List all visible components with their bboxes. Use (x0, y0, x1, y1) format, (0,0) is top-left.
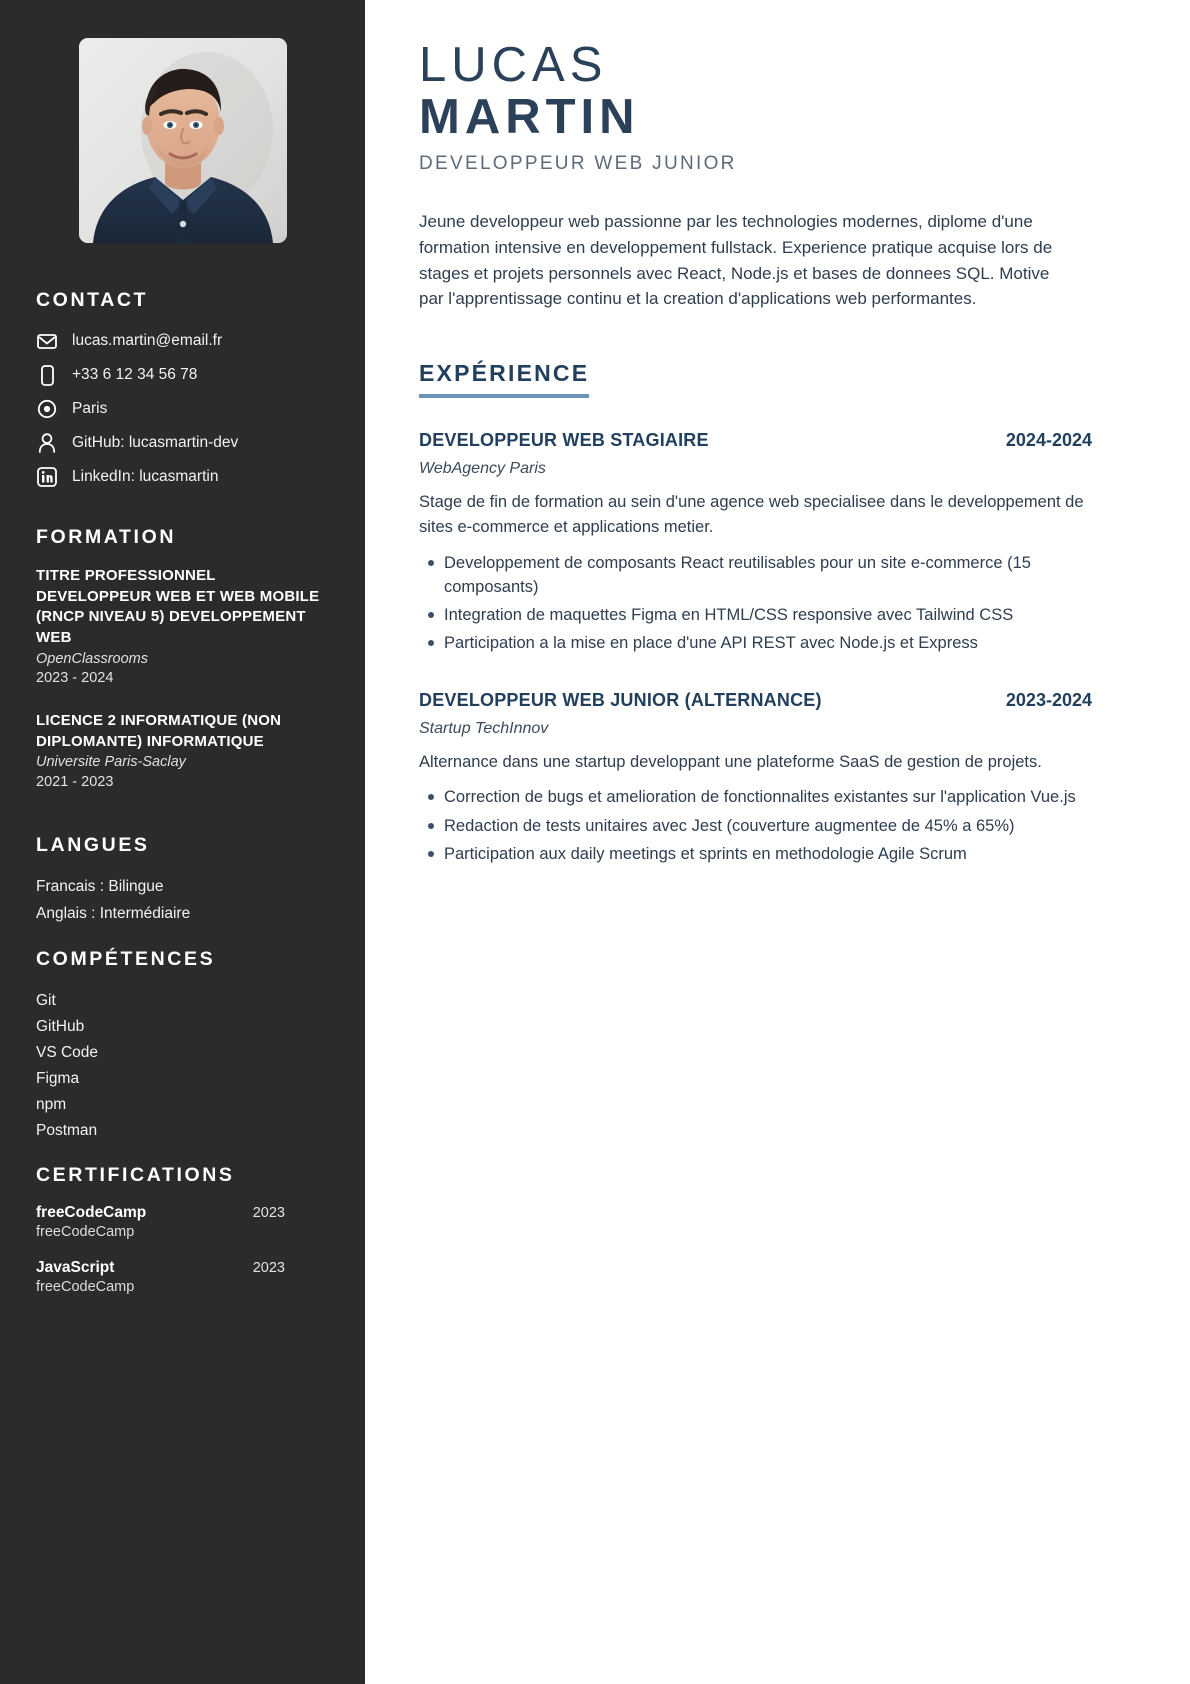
experience-bullet: Integration de maquettes Figma en HTML/CSS responsive avec Tailwind CSS (419, 603, 1092, 627)
langues-list (36, 874, 329, 927)
last-name: MARTIN (419, 89, 640, 144)
experience-role: DEVELOPPEUR WEB JUNIOR (ALTERNANCE) (419, 689, 822, 710)
formation-heading: FORMATION (36, 526, 177, 548)
competences-list (36, 988, 329, 1144)
competence-item: npm (36, 1095, 67, 1113)
portrait-photo-icon (79, 38, 287, 243)
education-school: OpenClassrooms (36, 650, 149, 667)
contact-item-phone[interactable] (36, 363, 329, 387)
profile-summary: Jeune developpeur web passionne par les technologies modernes, diplome d'une formation intensive en developpement fullstack. Experience pratique acquise lors de stages et projets personnels avec React, Node.js et bases de donnees SQL. Motive par l'apprentissage continu et la creation d'applications web performantes. (419, 211, 1053, 309)
experience-bullet: Developpement de composants React reutilisables pour un site e-commerce (15 composants) (419, 551, 1092, 600)
contact-item-email[interactable] (36, 329, 329, 353)
education-title: TITRE PROFESSIONNEL DEVELOPPEUR WEB ET WEB MOBILE (RNCP NIVEAU 5) DEVELOPPEMENT WEB (36, 567, 320, 647)
contact-item-github[interactable] (36, 431, 329, 455)
certification-name: freeCodeCamp (36, 1203, 147, 1221)
contact-list (36, 329, 329, 489)
experience-bullet: Participation a la mise en place d'une API REST avec Node.js et Express (419, 631, 1092, 655)
contact-item-label: GitHub: lucasmartin-dev (72, 433, 239, 451)
phone-icon (36, 364, 58, 386)
experience-bullets (419, 551, 1092, 656)
experience-item (419, 430, 1092, 656)
linkedin-icon (36, 466, 58, 488)
certification-year: 2023 (252, 1204, 285, 1221)
langues-heading: LANGUES (36, 834, 150, 857)
experience-dates: 2024-2024 (1005, 430, 1092, 451)
experience-description: Alternance dans une startup developpant une plateforme SaaS de gestion de projets. (419, 752, 1042, 771)
certification-header (36, 1259, 329, 1277)
contact-item-linkedin[interactable] (36, 465, 329, 489)
competence-item: Postman (36, 1121, 98, 1139)
education-item (36, 711, 329, 793)
contact-item-label: lucas.martin@email.fr (72, 331, 223, 349)
certification-issuer: freeCodeCamp (36, 1278, 135, 1295)
job-title: DEVELOPPEUR WEB JUNIOR (419, 152, 737, 174)
competence-item: Figma (36, 1069, 80, 1087)
contact-heading: CONTACT (36, 289, 149, 311)
contact-item-label: LinkedIn: lucasmartin (72, 467, 219, 485)
certification-item (36, 1204, 329, 1240)
experience-bullets (419, 785, 1092, 866)
competence-item: GitHub (36, 1017, 85, 1035)
competence-item: VS Code (36, 1043, 99, 1061)
experience-company: WebAgency Paris (419, 460, 546, 478)
spacer (36, 814, 329, 834)
spacer (36, 928, 329, 948)
education-dates: 2021 - 2023 (36, 773, 114, 790)
first-name: LUCAS (419, 38, 608, 92)
langue-item: Francais : Bilingue (36, 878, 164, 896)
education-title: LICENCE 2 INFORMATIQUE (NON DIPLOMANTE) INFORMATIQUE (36, 711, 282, 750)
experience-item (419, 690, 1092, 867)
competence-item: Git (36, 991, 56, 1009)
education-dates: 2023 - 2024 (36, 670, 114, 687)
experience-heading: EXPÉRIENCE (419, 360, 589, 398)
experience-bullet: Correction de bugs et amelioration de fonctionnalites existantes sur l'application Vue.js (419, 785, 1092, 809)
page-title (419, 40, 1092, 144)
certification-item (36, 1259, 329, 1295)
spacer (36, 1144, 329, 1164)
main-content (365, 0, 1190, 1684)
contact-item-label: Paris (72, 399, 108, 417)
certification-header (36, 1204, 329, 1222)
langue-item: Anglais : Intermédiaire (36, 905, 191, 923)
person-icon (36, 432, 58, 454)
experience-bullet: Redaction de tests unitaires avec Jest (couverture augmentee de 45% a 65%) (419, 814, 1092, 838)
envelope-icon (36, 330, 58, 352)
certification-year: 2023 (252, 1259, 285, 1276)
contact-item-label: +33 6 12 34 56 78 (72, 365, 198, 383)
experience-description: Stage de fin de formation au sein d'une agence web specialisee dans le developpement de sites e-commerce et applications metier. (419, 493, 1084, 536)
experience-header (419, 690, 1092, 711)
certification-issuer: freeCodeCamp (36, 1223, 135, 1240)
experience-bullet: Participation aux daily meetings et sprints en methodologie Agile Scrum (419, 842, 1092, 866)
certifications-heading: CERTIFICATIONS (36, 1163, 235, 1186)
competences-heading: COMPÉTENCES (36, 947, 216, 970)
sidebar (0, 0, 365, 1684)
education-item (36, 566, 329, 689)
avatar (79, 38, 287, 243)
experience-company: Startup TechInnov (419, 719, 549, 737)
contact-item-location[interactable] (36, 397, 329, 421)
experience-header (419, 430, 1092, 451)
location-pin-icon (36, 398, 58, 420)
experience-role: DEVELOPPEUR WEB STAGIAIRE (419, 430, 709, 451)
education-school: Universite Paris-Saclay (36, 754, 186, 771)
certification-name: JavaScript (36, 1258, 115, 1276)
experience-dates: 2023-2024 (1005, 689, 1092, 710)
